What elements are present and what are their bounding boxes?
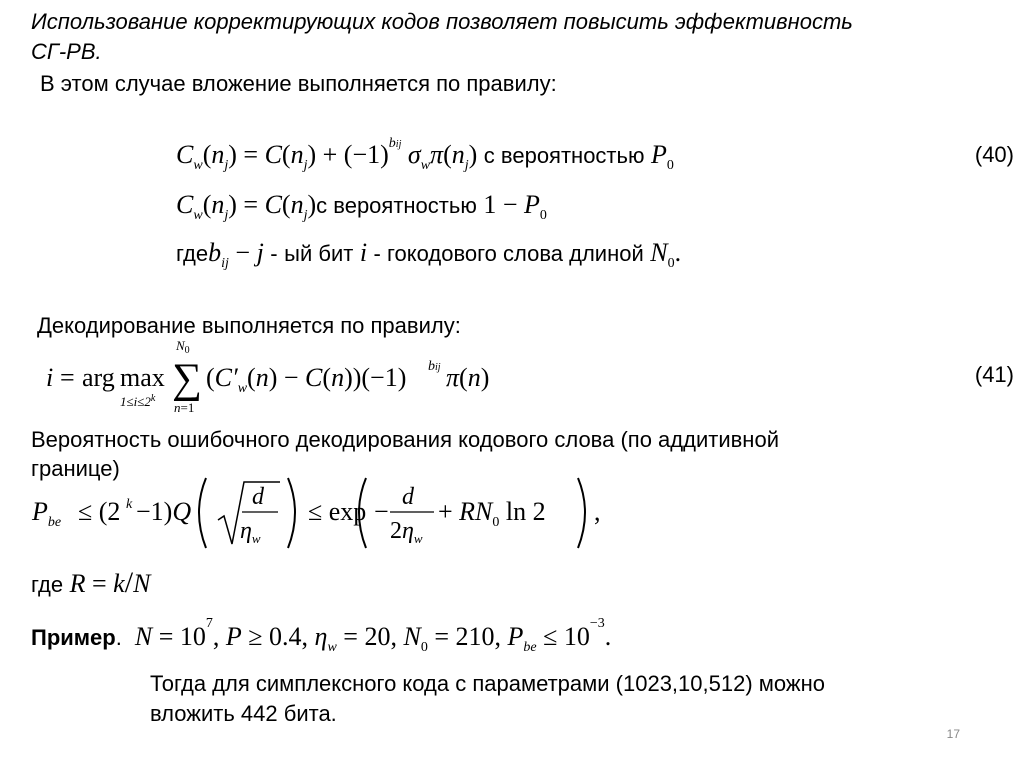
svg-text:π(n): π(n) [446,363,490,392]
probability-text-1: с вероятностью [483,143,645,168]
svg-text:N0: $N_0$ [176,340,190,356]
svg-text:arg: arg [82,363,115,392]
svg-text:k: k [126,497,133,512]
where-clause-40: гдеb$_{ij}$ − j - ый бит i - гокодового слова длиной $N_0$. [176,238,682,272]
svg-text:,: , [594,497,601,526]
equation-40-line-1: $C_w(n_j) = C(n_j) + (-1)^{bij}$ $\sigma_w\pi(n_j)$ с вероятностью $P_0$ [176,136,674,174]
svg-text:max: max [120,363,165,392]
where-mid: ый бит [284,241,354,266]
rate-definition: где R = k/N [31,566,151,599]
equation-41 [40,340,540,420]
svg-text:=: = [60,363,75,392]
svg-text:−1)Q: −1)Q [136,497,192,526]
svg-text:i: i [46,363,54,392]
intro-line-2: СГ-РВ. [31,39,102,64]
svg-text:+ RN0 ln 2: + $RN_0$ ln 2 [438,497,546,530]
where-tail: - гокодового слова длиной [373,241,644,266]
equation-40-number: (40) [974,142,1014,167]
example-label: Пример [31,625,116,650]
svg-text:ηw: $\eta_w$ [240,518,261,546]
svg-text:d: d [252,484,264,510]
intro-line-1: Использование корректирующих кодов позволяет повысить эффективность [31,9,853,34]
example-line: Пример. $N = 10^7$, P ≥ 0.4, $\eta_w = 20$, $N_0 = 210$, $P_{be} \le 10^{-3}$. [31,616,612,656]
svg-text:Pbe: $P_{be}$ [32,497,62,530]
error-bound-equation [30,470,630,555]
decoding-line: Декодирование выполняется по правилу: [37,313,461,338]
svg-text:≤ exp: ≤ exp [308,497,367,526]
svg-text:1≤i≤2k: $1\le i\le 2^k$ [120,393,156,409]
svg-text:≤ (2: ≤ (2 [78,497,121,526]
result-line-2: вложить 442 бита. [150,701,337,726]
svg-text:2ηw: $2\eta_w$ [390,518,423,546]
where-r-prefix: где [31,572,64,597]
svg-text:(C′w(n) − C(n))(−1): $(C'_w(n) - C(n))(-1)$ [206,363,407,396]
error-probability-line-2: границе) [31,456,120,481]
where-dash: - [270,241,278,266]
result-line-1: Тогда для симплексного кода с параметрами (1023,10,512) можно [150,671,825,696]
error-probability-line-1: Вероятность ошибочного декодирования кодового слова (по аддитивной [31,427,779,452]
intro-line-3: В этом случае вложение выполняется по правилу: [40,71,557,96]
svg-text:n=1: n=1 [174,400,195,415]
svg-text:−: − [374,497,389,526]
where-prefix: где [176,241,209,266]
example-dot: . [115,625,122,650]
equation-41-number: (41) [974,362,1014,387]
probability-text-2: с вероятностью [316,193,477,218]
page-number: 17 [946,727,960,741]
svg-text:d: d [402,484,414,510]
svg-text:∑: ∑ [172,356,202,402]
svg-text:bij: bij [428,359,441,374]
equation-40-line-2: $C_w(n_j) = C(n_j)с$ вероятностью $1 - P_0$ [176,190,547,224]
